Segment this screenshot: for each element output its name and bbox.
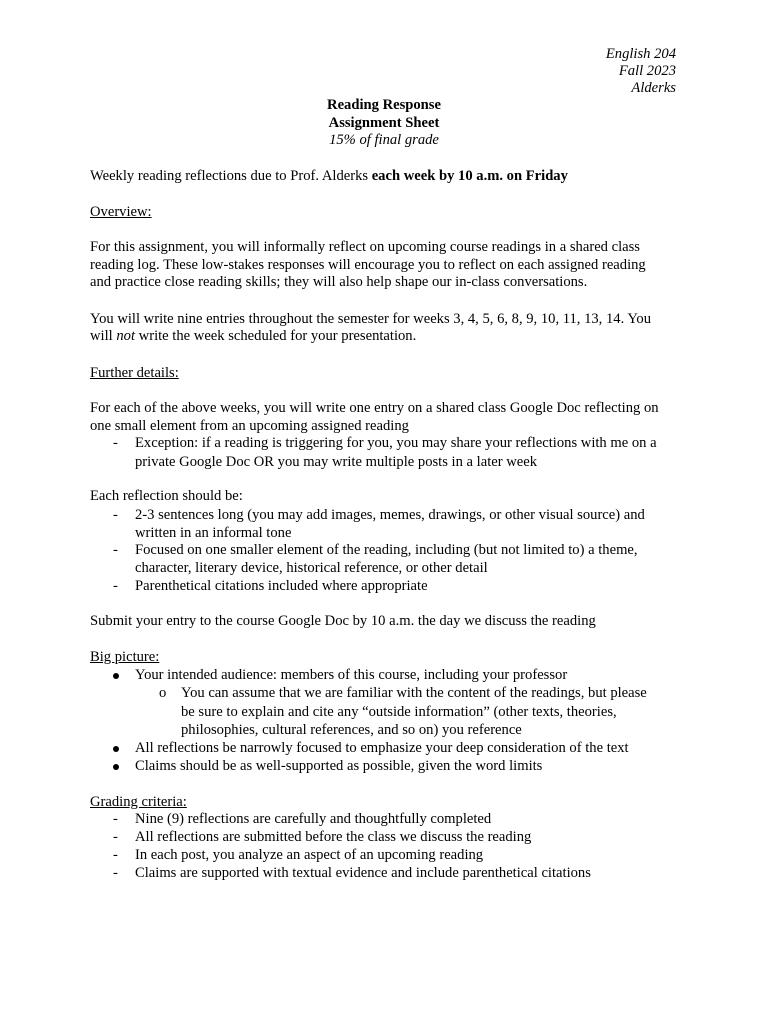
overview-line-3: and practice close reading skills; they will also help shape our in-class conversations. <box>90 274 588 290</box>
dash-marker: - <box>113 507 118 523</box>
dash-marker: - <box>113 435 118 451</box>
due-statement <box>90 167 690 185</box>
document-subtitle: Assignment Sheet <box>328 115 440 131</box>
circle-bullet-icon: o <box>159 685 167 701</box>
bullet-icon <box>113 666 119 684</box>
bullet-icon <box>113 757 119 775</box>
dash-marker: - <box>113 578 118 594</box>
term-label: Fall 2023 <box>618 63 676 79</box>
due-text: Weekly reading reflections due to Prof. Alderks <box>90 168 372 184</box>
grade-weight: 15% of final grade <box>329 132 439 148</box>
bullet-icon <box>113 739 119 757</box>
details-line-1: For each of the above weeks, you will write one entry on a shared class Google Doc reflecting on <box>90 400 659 416</box>
details-line-2: one small element from an upcoming assigned reading <box>90 418 409 434</box>
emphasis-not: not <box>116 328 136 344</box>
entries-line-1: You will write nine entries throughout the semester for weeks 3, 4, 5, 6, 8, 9, 10, 11, 13, 14. You <box>90 311 652 327</box>
overview-heading: Overview: <box>90 204 152 220</box>
entries-line-2: will not write the week scheduled for your presentation. <box>90 328 417 344</box>
details-heading: Further details: <box>90 365 179 381</box>
course-label: English 204 <box>605 46 676 62</box>
due-deadline: each week by 10 a.m. on Friday <box>371 168 568 184</box>
should-be-label: Each reflection should be: <box>90 488 243 504</box>
grading-heading: Grading criteria: <box>90 794 187 810</box>
submit-instruction: Submit your entry to the course Google Doc by 10 a.m. the day we discuss the reading <box>90 613 596 629</box>
dash-marker: - <box>113 865 118 881</box>
big-picture-heading: Big picture: <box>90 649 160 665</box>
dash-marker: - <box>113 811 118 827</box>
dash-marker: - <box>113 847 118 863</box>
document-title: Reading Response <box>327 97 441 113</box>
instructor-label: Alderks <box>631 80 676 96</box>
overview-line-2: reading log. These low-stakes responses will encourage you to reflect on each assigned reading <box>90 257 646 273</box>
dash-marker: - <box>113 829 118 845</box>
dash-marker: - <box>113 542 118 558</box>
overview-line-1: For this assignment, you will informally reflect on upcoming course readings in a shared class <box>90 239 640 255</box>
document-page: English 204 Fall 2023 Alderks Reading Response Assignment Sheet 15% of final grade Weekly reading reflections due to Prof. Alderks each week by 10 a.m. on Friday Overview: For this assignment, you will informally reflect on upcoming course readings in a shared class reading log. These low-stakes responses will encourage you to reflect on each assigned reading and practice close reading skills; they will also help shape our in-class conversations. You will write nine entries throughout the semester for weeks 3, 4, 5, 6, 8, 9, 10, 11, 13, 14. You will not write the week scheduled for your presentation. Further details: For each of the above weeks, you will write one entry on a shared class Google Doc reflecting on one small element from an upcoming assigned reading - Exception: if a reading is triggering for you, you may share your reflections with me on a private Google Doc OR you may write multiple posts in a later week Each reflection should be: - 2-3 sentences long (you may add images, memes, drawings, or other visual source) and written in an informal tone - Focused on one smaller element of the reading, including (but not limited to) a theme, character, literary device, historical reference, or other detail - Parenthetical citations included where appropriate Submit your entry to the course Google Doc by 10 a.m. the day we discuss the reading Big picture: Your intended audience: members of this course, including your professor o You can assume that we are familiar with the content of the readings, but please be sure to explain and cite any “outside information” (other texts, theories, philosophies, cultural references, and so on) you reference All reflections be narrowly focused to emphasize your deep consideration of the text Claims should be as well-supported as possible, given the word limits Grading criteria: - Nine (9) reflections are carefully and thoughtfully completed - All reflections are submitted before the class we discuss the reading - In each post, you analyze an aspect of an upcoming reading - Claims are supported with textual evidence and include parenthetical citations <box>0 0 768 1024</box>
